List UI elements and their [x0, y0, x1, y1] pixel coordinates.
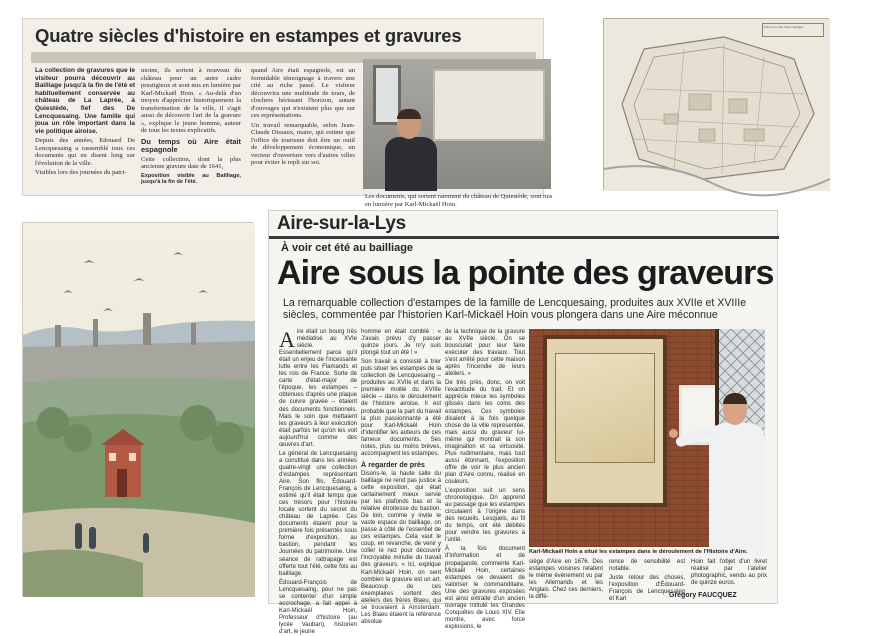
drop-cap: A — [279, 327, 295, 352]
clipping1-column-1 — [35, 67, 135, 193]
kicker-rule — [269, 236, 779, 239]
framed-engraving — [543, 335, 667, 507]
clipping1-subhead: Du temps où Aire était espagnole — [141, 136, 241, 154]
clipping2-col4-p1: siège d'Aire en 1676. Des estampes voisines relatent le même événement vu par les Allemands et les Anglais. Chez ces derniers, la diffé- — [529, 559, 603, 601]
clipping1-col3-p2: Un travail remarquable, selon Jean-Claude Dissaux, maire, qui estime que l'office de tourisme doit être un outil de développement économique, un vecteur d'ouverture vers d'autres villes pour éviter le repli sur soi. — [251, 121, 355, 166]
clipping1-photo — [363, 59, 551, 189]
clipping1-col1-body: Depuis des années, Edouard De Lencquesaing a rassemblé tous ces documents qui en disent long sur l'évolution de la ville. — [35, 137, 135, 167]
clipping2-col1-p1: ire était un bourg très médiatisé au XVIe siècle. Essentiellement parce qu'il était un enjeu de l'incessante lutte entre les Flamands et les rois de France. Sorte de carte d'état-major de l'époque, les estampes – obtenues d'après une plaque de cuivre gravée – étaient des documents fonctionnels. Mais le soin que mettaient les graveurs à leur exécution était parfois tel qu'on les voit aujourd'hui comme des œuvres d'art. — [279, 329, 357, 448]
clipping1-column-3 — [251, 67, 355, 193]
clipping2-column-5 — [609, 559, 685, 603]
standfirst: La remarquable collection d'estampes de la famille de Lencquesaing, produites aux XVIIe et XVIIIe siècles, commentée par l'historien Karl-Mickaël Hoin vous plongera dans une Aire méconnue — [283, 297, 747, 321]
painting-drawing — [23, 223, 255, 597]
map-drawing — [604, 19, 830, 191]
clipping1-photo-caption: Les documents, qui sortent rarement du château de Quiestède, sont mis en lumière par Karl-Mickaël Hoin. — [365, 193, 553, 208]
clipping2-photo-caption: Karl-Mickaël Hoin a situé les estampes dans le déroulement de l'Histoire d'Aire. — [529, 549, 748, 555]
clipping1-col2-caption: Exposition visible au Bailliage, jusqu'à la fin de l'été. — [141, 172, 241, 185]
clipping2-col3-p4: À la fois document d'information et de propagande, commente Karl-Mickaël Hoin, certaines estampes se devaient de valoriser le commanditaire. Une des gravures exposées est ainsi extraite d'un ancien ouvrage intitulé les Grandes Conquêtes de Louis XIV. Elle montre, avec force explosions, le — [445, 546, 525, 630]
framed-engraving — [433, 69, 545, 141]
clipping2-column-1 — [279, 327, 357, 635]
clipping2-col3-p1: de la technique de la gravure au XVIIe siècle. On se bousculait pour leur faire exécuter des travaux. Tout s'est arrêté pour cette maison après l'incendie de leurs ateliers. » — [445, 329, 525, 378]
clipping2-column-6 — [691, 559, 767, 589]
clipping2-column-4 — [529, 559, 603, 601]
clipping2-photo — [529, 329, 765, 547]
clipping2-headline: Aire sous la pointe des graveurs — [277, 254, 774, 292]
clipping2-column-2 — [361, 329, 441, 625]
clipping2-col5-p2: Juste retour des choses, l'exposition d'Édouard-François de Lencquesaing et Karl — [609, 575, 685, 603]
clipping1-col1-tail: Visibles lors des journées du patri- — [35, 169, 127, 177]
historian-pointing — [705, 395, 767, 555]
clipping2-col1-p3: Édouard-François de Lencquesaing, pour ne pas se contenter d'un simple accrochage, a fait appel à Karl-Mickaël Hoin, Professeur d'histoire (au lycée Vauban), historien d'art, le jeune — [279, 579, 357, 635]
clipping1-col2-p2: Cette collection, dont la plus ancienne gravure date de 1641, — [141, 155, 241, 170]
newspaper-clipping-1 — [22, 18, 553, 208]
clipping2-col1-p2: Le général de Lencquesaing a constitué dans les années quatre-vingt une collection d'estampes représentant Aire. Son fils, Édouard-François de Lencquesaing, a estimé qu'il était temps que ces trésors pour l'histoire locale sortent du secret du château de Laprée. Ces documents étaient pour la première fois présentés sous forme d'exposition, au bastion, pendant les Journées du patrimoine. Une séance de rattrapage est offerte tout l'été, cette fois au bailliage. — [279, 450, 357, 577]
clipping1-col3-p1: quand Aire était espagnole, est un formidable témoignage à travers une cité au riche passé. Le visiteur découvrira une multitude de tours, de clochers hérissant l'horizon, autant d'ouvrages qui n'existent plus que sur ces représentations. — [251, 67, 355, 119]
clipping2-col2-p1: homme en était comblé : « J'avais prévu d'y passer quinze jours. Je m'y suis plongé tout un été ! » — [361, 329, 441, 357]
clipping1-headline: Quatre siècles d'histoire en estampes et gravures — [35, 25, 462, 46]
overline: À voir cet été au bailliage — [281, 242, 414, 254]
clipping2-subhead: À regarder de près — [361, 459, 425, 469]
fortified-town-map — [603, 18, 829, 190]
clipping2-col6-p1: Hoin fait l'objet d'un livret réalisé par l'atelier photographic, vendu au prix de quinze euros. — [691, 559, 767, 587]
newspaper-clipping-2 — [268, 210, 778, 635]
clipping1-lead: La collection de gravures que le visiteur pourra découvrir au Bailliage jusqu'à la fin de l'été et habituellement conservée au château de La Laprée, à Quiestède, fief des De Lencquesaing. Une famille qui joua un rôle important dans la vie politique airoise. — [35, 67, 135, 135]
clipping2-column-3 — [445, 329, 525, 630]
clipping1-col2-p1: moine, ils sortent à nouveau du château pour un autre cadre prestigieux et sont mis en lumière par Karl-Mickaël Hoin. « Au-delà d'un moyen d'apprécier historiquement la transformation de la ville, il s'agit aussi de découvrir l'art de la gravure », explique le jeune homme, auteur de tous les textes explicatifs. — [141, 67, 241, 134]
clipping2-col2-p3: Disons-le, la haute salle du bailliage ne rend pas justice à cette exposition, qui était certainement mieux servie par les plafonds bas et la relative étroitesse du bastion. De loin, comme y invite le vaste espace du bailliage, on passe à côté de l'essentiel de ces estampes. Cela vaut le coup, en revanche, de venir y coller le nez pour découvrir l'incroyable minutie du travail des graveurs. « Ici, explique Karl-Mickaël Hoin, on sent combien la gravure est un art. Beaucoup de ces exemplaires sortent des ateliers des frères Blaeu, qui se trouvaient à Amsterdam. Les Blaeu étaient la référence absolue — [361, 470, 441, 625]
section-kicker: Aire-sur-la-Lys — [277, 213, 406, 234]
watercolor-panorama — [22, 222, 254, 596]
clipping2-col3-p2: De très près, donc, on voit l'exactitude du trait. Et on apprécie mieux les symboles glissés dans les coins des estampes. Ces symboles disaient à la fois quelque chose de la ville représentée, mais aussi du graveur lui-même qui montrait là son imagination et sa virtuosité. Plus rudimentaire, mais tout aussi étonnant, l'exposition offre de voir le plus ancien plan d'Aire connu, réalisé en couleurs. — [445, 380, 525, 485]
clipping2-col3-p3: L'exposition suit un sens chronologique. On apprend au passage que les estampes circulaient à l'origine dans des recueils. Lesquels, au fil du temps, ont été débités pour vendre les gravures à l'unité. — [445, 488, 525, 544]
byline: Grégory FAUCQUEZ — [669, 592, 737, 599]
clipping1-column-2 — [141, 67, 241, 193]
map-cartouche: Plan de la ville d'Aire assiégée — [762, 23, 824, 37]
clipping2-col5-p1: rence de sensibilité est notable. — [609, 559, 685, 573]
clipping2-col2-p2: Son travail a consisté à trier puis situer les estampes de la collection de Lencquesaing – produites au XVIIe et dans la première moitié du XVIIIe siècle – dans le déroulement de l'histoire airoise. Il est probable que la part du travail la plus passionnante a été pour Karl-Mickaël Hoin d'identifier les auteurs de ces fameux documents. Ses notes, plus ou moins brèves, accompagnent les estampes. — [361, 359, 441, 457]
historian-figure — [385, 111, 437, 191]
